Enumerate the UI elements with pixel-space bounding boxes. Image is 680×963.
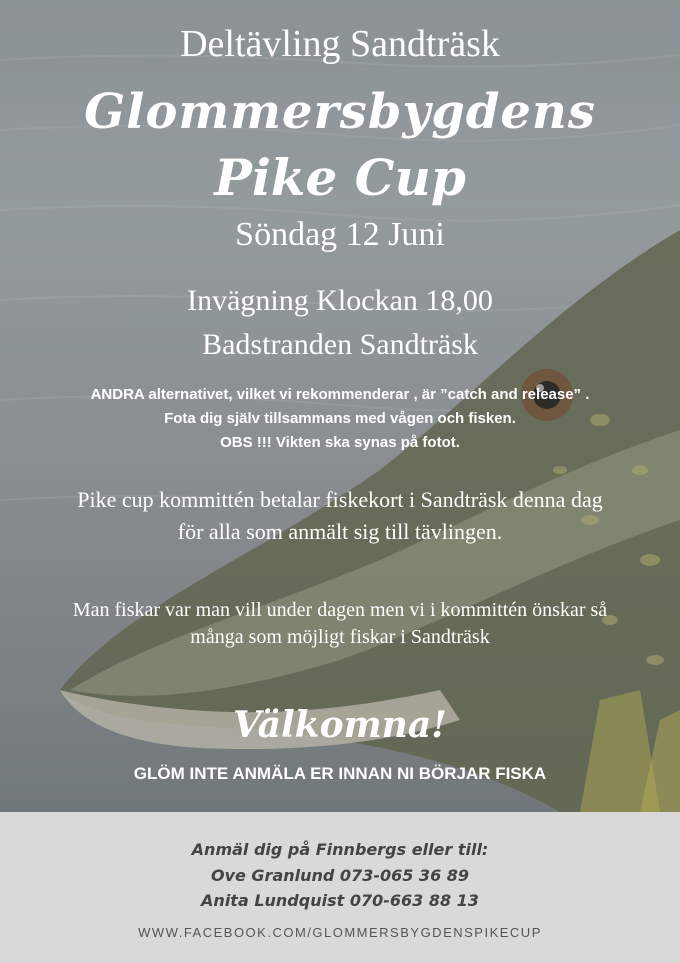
weighin-time: Invägning Klockan 18,00 (187, 284, 493, 317)
info-line: Man fiskar var man vill under dagen men vi i kommittén önskar så (72, 599, 608, 621)
registration-reminder: GLÖM INTE ANMÄLA ER INNAN NI BÖRJAR FISKA (133, 764, 547, 783)
event-location: Badstranden Sandträsk (202, 328, 478, 361)
catch-and-release-info (0, 383, 680, 455)
contact-anita: Anita Lundquist 070-663 88 13 (201, 891, 479, 910)
subtitle: Deltävling Sandträsk (180, 23, 500, 65)
footer (0, 812, 680, 963)
register-instruction: Anmäl dig på Finnbergs eller till: (191, 840, 489, 859)
event-date: Söndag 12 Juni (235, 216, 445, 253)
title-line-2: Pike Cup (214, 148, 466, 207)
title-line-1: Glommersbygdens (84, 84, 596, 140)
info-line: Fota dig själv tillsammans med vågen och fisken. (164, 410, 516, 427)
fishing-license-info (0, 484, 680, 548)
info-line: ANDRA alternativet, vilket vi rekommenderar , är ”catch and release” . (90, 386, 590, 403)
info-line: för alla som anmält sig till tävlingen. (177, 519, 503, 544)
welcome-heading: Välkomna! (233, 704, 447, 746)
contact-ove: Ove Granlund 073-065 36 89 (210, 866, 470, 885)
facebook-link[interactable]: WWW.FACEBOOK.COM/GLOMMERSBYGDENSPIKECUP (138, 925, 542, 940)
info-line: Pike cup kommittén betalar fiskekort i Sandträsk denna dag (77, 487, 603, 512)
info-line: många som möjligt fiskar i Sandträsk (190, 626, 490, 648)
info-line: OBS !!! Vikten ska synas på fotot. (220, 434, 460, 451)
fishing-location-info (0, 597, 680, 651)
